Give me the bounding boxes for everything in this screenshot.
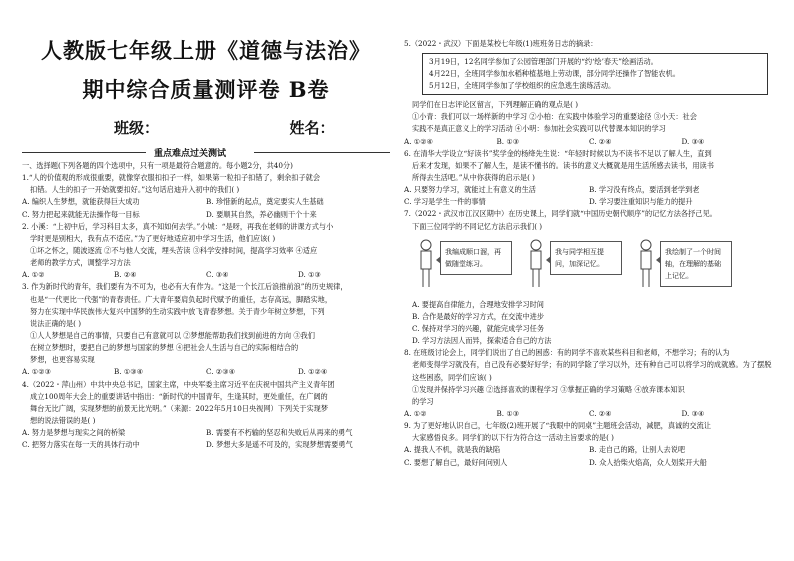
answer-option: B. 珍惜新的起点，奠定要实人生基础 — [206, 197, 324, 207]
question-text: 学时更是别相大，我有点不适应。”为了更好地适应初中学习生活，他们应该( ) — [30, 233, 276, 243]
question-text: 后来才发现，如果不了解人生，是读不懂书的。读书的意义大概就是用生活所感去读书，用读书 — [412, 160, 714, 170]
question-text: 这些困惑，同学们应该( ) — [412, 372, 492, 382]
answer-option: A. 努力是梦想与现实之间的桥梁 — [22, 428, 126, 438]
answer-option: C. 努力把起来就能无法操作每一目标 — [22, 209, 140, 219]
left-column — [22, 0, 390, 561]
answer-option: A. ①② — [404, 408, 427, 418]
question-text: 9. 为了更好地认识自己，七年级(2)班开展了“我眼中的同桌”主题班会活动，减肥，真诚的交流让 — [404, 421, 711, 431]
question-text: 舞台无比广阔，实现梦想的前景无比光明。”（来源：2022年5月10日央视网）下列关于实现梦 — [30, 403, 329, 413]
answer-option: A. 提我人不机，就是我的缺陷 — [404, 445, 501, 455]
question-text: 说法正确的是( ) — [30, 318, 82, 328]
answer-option: C. ②④ — [589, 408, 612, 418]
answer-option: D. ①②④ — [298, 367, 328, 377]
answer-option: B. ①③ — [496, 136, 520, 146]
question-text: 也是“一代更比一代强”的青春责任。广大青年要肩负起时代赋予的重任，志存高远，脚踏实地， — [30, 294, 333, 304]
section-title: 重点难点过关测试 — [150, 146, 230, 159]
answer-option: D. 梦想大多是遥不可及的，实现梦想需要勇气 — [206, 440, 353, 450]
divider — [22, 152, 146, 153]
student-figure — [638, 239, 654, 289]
question-text: 2. 小溪：“上初中后，学习科目太多，真不知如何去学。”小城：“是呀，再我在老师的讲课方式与小 — [22, 221, 334, 231]
option-row — [404, 196, 774, 208]
answer-option: D. ③④ — [681, 136, 705, 146]
question-text: 一、选择题(下列各题的四个选项中，只有一项是最符合题意的。每小题2分，共40分) — [22, 161, 293, 170]
answer-option: C. ②④ — [589, 136, 612, 146]
answer-option: C. ②③④ — [206, 367, 236, 377]
answer-option: A. ①②④ — [404, 136, 434, 146]
option-row — [22, 269, 390, 281]
question-text: ①人人梦想是自己的事情，只要自己有意就可以 ②梦想能帮助我们找到前进的方向 ③我们 — [30, 330, 315, 340]
answer-option: A. ①② — [22, 270, 45, 280]
question-text: ①坏之怀之，随波逐流 ②不与他人交流，埋头苦读 ③科学安排时间，提高学习效率 ④适应 — [30, 245, 318, 255]
question-text: 3. 作为新时代的青年，我们要有为不可为，也必有大有作为。“这是一个长江后浪推前浪”的历史规律， — [22, 282, 348, 292]
question-text: D. 学习方法因人而异，探索适合自己的方法 — [412, 336, 552, 346]
answer-option: B. ①③ — [496, 408, 520, 418]
question-text: 7.（2022・武汉市江汉区期中）在历史课上，同学们就“中国历史朝代顺序”的记忆方法各抒己见。 — [404, 209, 717, 219]
option-row — [404, 457, 774, 469]
question-text: 5.（2022・武汉）下面是某校七年级(1)班班务日志的摘录： — [404, 39, 598, 48]
option-row — [404, 444, 774, 456]
log-entry: 3月19日，12名同学参加了公园管理部门开展的“约‘绘’春天”绘画活动。 — [429, 57, 658, 67]
bubble-text: 我编成顺口溜，再做随堂练习。 — [445, 247, 501, 268]
option-row — [404, 136, 774, 148]
question-text: 想的说法错误的是( ) — [30, 415, 96, 425]
option-row — [22, 209, 390, 221]
answer-option: D. ③④ — [681, 408, 705, 418]
student-info — [114, 117, 335, 138]
right-column — [404, 0, 774, 561]
answer-option: B. 走自己的路，让别人去说吧 — [589, 445, 686, 455]
answer-option: A. 只要努力学习，就能过上有意义的生活 — [404, 185, 536, 195]
question-text: 8. 在班级讨论会上，同学们说出了自己的困惑：有的同学不喜欢某些科目和老师，不想学习；有的认为 — [404, 348, 730, 358]
option-row — [22, 439, 390, 451]
question-text: 所得去生活吧。”从中你获得的启示是( ) — [412, 172, 535, 182]
right-question-list — [404, 38, 774, 469]
speech-bubble — [660, 241, 732, 287]
class-label: 班级： — [114, 119, 160, 137]
option-row — [22, 427, 390, 439]
page-title-line1: 人教版七年级上册《道德与法治》 — [41, 38, 371, 63]
question-text: 4.（2022・萍山州）中共中央总书记，国家主席，中央军委主席习近平在庆祝中国共产主义青年团 — [22, 379, 335, 389]
question-text: ①小青：我们可以一场样新的中学习 ②小柏：在实践中体验学习的重要途径 ③小天：社会 — [412, 112, 697, 122]
question-text: 大家感悟良多。同学们的以下行为符合这一活动主旨要求的是( ) — [412, 433, 614, 443]
answer-option: B. ②④ — [114, 270, 137, 280]
option-row — [404, 184, 774, 196]
answer-option: A. ①②③ — [22, 367, 52, 377]
log-entry: 4月22日，全班同学参加水稻种植基地上劳动课，部分同学还操作了智能农机。 — [429, 69, 680, 79]
question-text: ①发现并保持学习兴趣 ②选择喜欢的课程学习 ③掌握正确的学习策略 ④放弃课本知识 — [412, 384, 685, 394]
question-text: 梦想，也更容易实现 — [30, 355, 95, 365]
question-text: 1.“人的价值观的形成很重要，就像穿衣服扣扣子一样，如果第一粒扣子扣错了，剩余扣子就会 — [22, 173, 321, 183]
option-row — [22, 196, 390, 208]
question-text: 努力在实现中华民族伟大复兴中国梦的生动实践中放飞青春梦想。关于青少年树立梦想，下列 — [30, 306, 325, 316]
answer-option: D. 要顺其自然，养必幽则干个十来 — [206, 209, 317, 219]
answer-option: C. 要想了解自己，最好问问别人 — [404, 457, 508, 467]
answer-option: D. ①③ — [298, 270, 321, 280]
memory-methods-figure — [410, 235, 774, 295]
question-text: 成立100周年大会上的重要讲话中指出：“新时代的中国青年，生逢其时，更处重任，在广阔的 — [30, 391, 328, 401]
answer-option: C. 学习是学生一件的事情 — [404, 197, 486, 207]
bubble-text: 我绘制了一个时间轴，在理解的基础上记忆。 — [665, 247, 721, 280]
answer-option: C. ③④ — [206, 270, 229, 280]
answer-option: B. 学习没有终点，要活到老学到老 — [589, 185, 700, 195]
answer-option: C. 把努力落实在每一天的具体行动中 — [22, 440, 140, 450]
section-header — [22, 146, 390, 158]
question-text: 老师变得学习就没有，自己没有必要好好学；有的同学除了学习以外，还有种自己可以将学习的成就感。为了摆脱 — [412, 360, 772, 370]
student-figure — [418, 239, 434, 289]
question-text: 6. 在清华大学设立“好读书”奖学金的杨绛先生说：“年轻时时候以为不读书不足以了解人生，直到 — [404, 148, 712, 158]
name-label: 姓名： — [289, 119, 335, 137]
question-text: 老师的教学方式，调整学习方法 — [30, 258, 131, 268]
speech-bubble — [550, 241, 622, 275]
question-text: 实践不是真正意义上的学习活动 ④小明：参加社会实践可以代替课本知识的学习 — [412, 124, 666, 134]
answer-option: D. 众人拾柴火焰高，众人划桨开大船 — [589, 457, 707, 467]
question-text: 扣错。人生的扣子一开始就要扣好。”这句话启迪升入初中的我们( ) — [30, 185, 240, 195]
answer-option: B. ①③④ — [114, 367, 144, 377]
page-title-line2: 期中综合质量测评卷 B卷 — [82, 77, 330, 102]
left-question-list — [22, 160, 390, 451]
question-text: 在树立梦想时，要把自己的梦想与国家的梦想 ④把社会人生活与自己的实际相结合的 — [30, 343, 299, 353]
student-figure — [528, 239, 544, 289]
question-text: A. 要提高自律能力，合理地安排学习时间 — [412, 299, 544, 309]
option-row — [22, 366, 390, 378]
answer-option: A. 编织人生梦想，就能获得巨大成功 — [22, 197, 140, 207]
question-text: 的学习 — [412, 396, 434, 406]
question-text: 同学们在日志评论区留言，下列理解正确的观点是( ) — [412, 100, 579, 110]
divider — [254, 152, 390, 153]
option-row — [404, 408, 774, 420]
class-log-box — [422, 53, 768, 95]
answer-option: D. 学习要注重知识与能力的提升 — [589, 197, 693, 207]
question-text: 下面三位同学的不同记忆方法启示我们( ) — [412, 221, 543, 231]
speech-bubble — [440, 241, 512, 275]
question-text: C. 保持对学习的兴趣，就能完成学习任务 — [412, 323, 545, 333]
answer-option: B. 需要有不朽输的坚忍和失败后从再来的勇气 — [206, 428, 353, 438]
question-text: B. 合作是最好的学习方式，在交流中进步 — [412, 311, 545, 321]
log-entry: 5月12日，全班同学参加了学校组织的应急逃生演练活动。 — [429, 81, 616, 91]
bubble-text: 我与同学相互提问，加深记忆。 — [555, 247, 604, 268]
